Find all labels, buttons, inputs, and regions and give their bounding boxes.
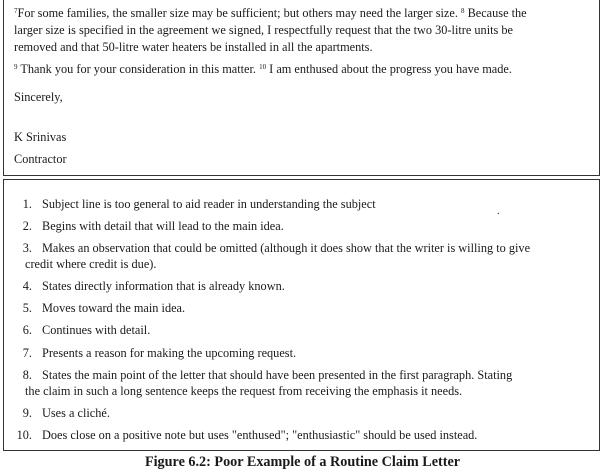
sentence-7-text: For some families, the smaller size may be sufficient; but others may need the larger size. bbox=[17, 6, 458, 20]
note-5-text: Moves toward the main idea. bbox=[42, 301, 186, 315]
letter-line-3: removed and that 50-litre water heaters be installed in all the apartments. bbox=[14, 40, 373, 54]
note-number: 6. bbox=[22, 323, 32, 337]
note-7-text: Presents a reason for making the upcoming request. bbox=[42, 346, 297, 360]
note-6-text: Continues with detail. bbox=[42, 323, 151, 337]
sentence-9-text: Thank you for your consideration in this matter. bbox=[20, 62, 256, 76]
note-3-text-line-1: Makes an observation that could be omitted (although it does show that the writer is willing to give bbox=[42, 241, 531, 255]
figure-caption: Figure 6.2: Poor Example of a Routine Claim Letter bbox=[144, 454, 461, 470]
note-number: 10. bbox=[16, 428, 32, 442]
note-number: 5. bbox=[22, 301, 32, 315]
signer-name: K Srinivas bbox=[14, 130, 67, 144]
letter-excerpt bbox=[3, 0, 600, 176]
note-8-text-line-1: States the main point of the letter that should have been presented in the first paragraph. Stating bbox=[42, 368, 513, 382]
note-1-text: Subject line is too general to aid reader in understanding the subject bbox=[42, 197, 376, 211]
sentence-marker-7: 7 bbox=[14, 7, 18, 15]
note-4-text: States directly information that is already known. bbox=[42, 279, 285, 293]
note-number: 8. bbox=[22, 368, 32, 382]
signer-title: Contractor bbox=[14, 152, 67, 166]
note-10-text: Does close on a positive note but uses "enthused"; "enthusiastic" should be used instead. bbox=[42, 428, 478, 442]
note-2-text: Begins with detail that will lead to the main idea. bbox=[42, 219, 284, 233]
stray-mark: . bbox=[497, 206, 500, 217]
note-number: 4. bbox=[22, 279, 32, 293]
note-number: 2. bbox=[22, 219, 32, 233]
note-number: 7. bbox=[22, 346, 32, 360]
note-number: 3. bbox=[22, 241, 32, 255]
letter-closing: Sincerely, bbox=[14, 90, 63, 104]
annotation-notes bbox=[3, 179, 600, 451]
note-3-text-line-2: credit where credit is due). bbox=[25, 257, 157, 271]
sentence-marker-9: 9 bbox=[14, 63, 18, 71]
letter-line-1 bbox=[14, 5, 527, 21]
sentence-8-start: Because the bbox=[467, 6, 527, 20]
letter-line-4 bbox=[14, 61, 512, 77]
letter-line-2: larger size is specified in the agreement we signed, I respectfully request that the two 30-litre units be bbox=[14, 23, 513, 37]
sentence-10-text: I am enthused about the progress you have made. bbox=[269, 62, 512, 76]
note-9-text: Uses a cliché. bbox=[42, 406, 110, 420]
note-number: 9. bbox=[22, 406, 32, 420]
note-number: 1. bbox=[22, 197, 32, 211]
sentence-marker-8: 8 bbox=[460, 7, 465, 15]
sentence-marker-10: 10 bbox=[259, 63, 267, 71]
note-8-text-line-2: the claim in such a long sentence keeps the request from receiving the emphasis it needs. bbox=[25, 384, 463, 398]
